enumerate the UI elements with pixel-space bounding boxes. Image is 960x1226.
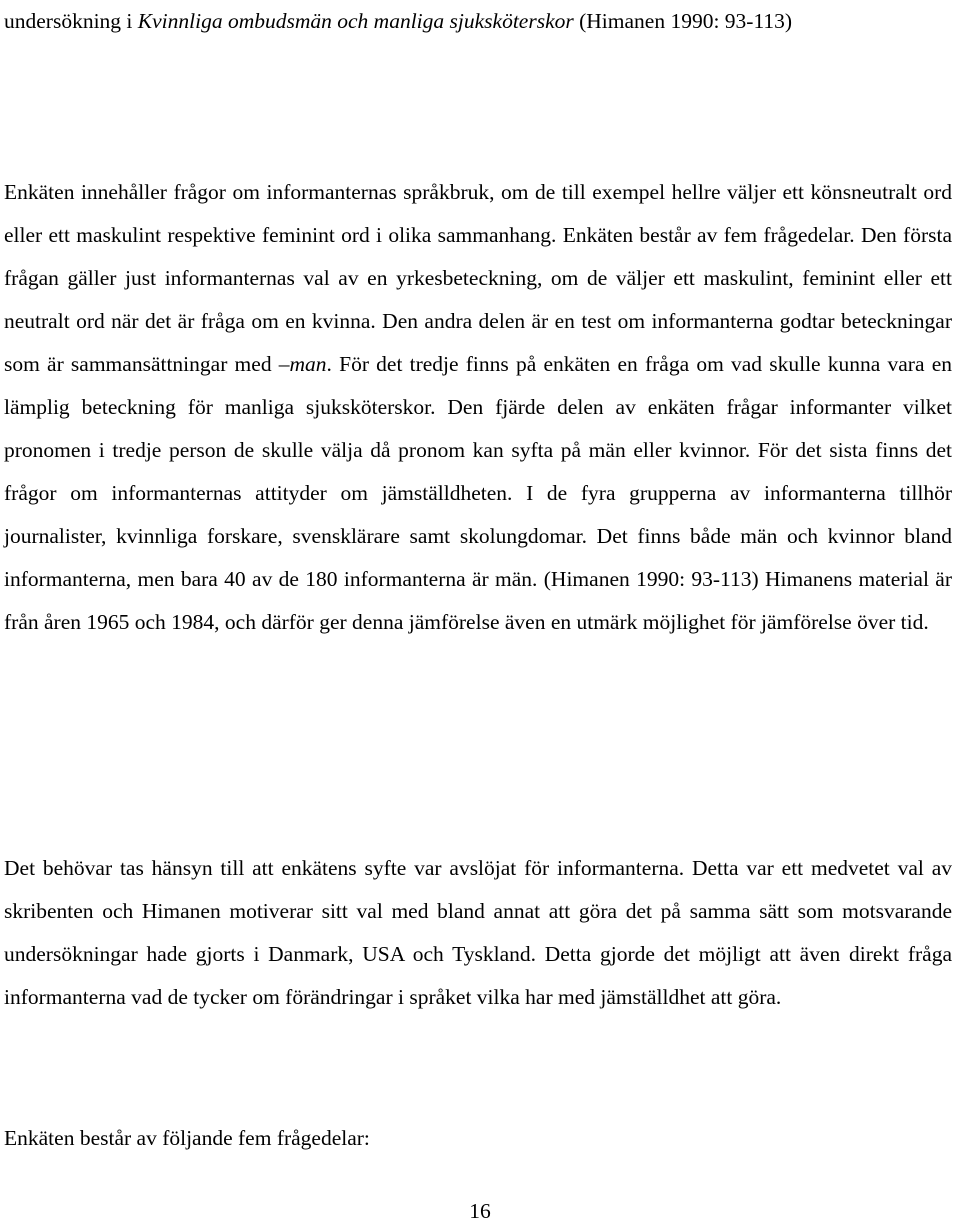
italic-term: –man [278,352,327,376]
paragraph-survey-parts-intro: Enkäten består av följande fem frågedelar: [4,1126,370,1150]
paragraph-intro-continuation [4,0,952,43]
paragraph-survey-purpose: Det behövar tas hänsyn till att enkätens syfte var avslöjat för informanterna. Detta var ett medvetet val av skribenten och Himanen motiverar sitt val med bland annat att göra det på samma sätt som motsvarande undersökningar hade gjorts i Danmark, USA och Tyskland. Detta gjorde det möjligt att även direkt fråga informanterna vad de tycker om förändringar i språket vilka har med jämställdhet att göra. [4,856,952,1009]
page-number: 16 [469,1199,491,1223]
text-segment: Enkäten innehåller frågor om informanternas språkbruk, om de till exempel hellre väljer ett könsneutralt ord eller ett maskulint respektive feminint ord i olika sammanhang. Enkäten består av fem frågedelar. Den första frågan gäller just informanternas val av en yrkesbeteckning, om de väljer ett maskulint, feminint eller ett neutralt ord när det är fråga om en kvinna. Den andra delen är en test om informanterna godtar beteckningar som är sammansättningar med [4,180,952,376]
text-segment: undersökning i [4,9,138,33]
text-segment: (Himanen 1990: 93-113) [573,9,793,33]
paragraph-survey-description [4,171,952,644]
text-segment: . För det tredje finns på enkäten en fråga om vad skulle kunna vara en lämplig beteckning för manliga sjuksköterskor. Den fjärde delen av enkäten frågar informanter vilket pronomen i tredje person de skulle välja då pronom kan syfta på män eller kvinnor. För det sista finns det frågor om informanternas attityder om jämställdheten. I de fyra grupperna av informanterna tillhör journalister, kvinnliga forskare, svensklärare samt skolungdomar. Det finns både män och kvinnor bland informanterna, men bara 40 av de 180 informanterna är män. (Himanen 1990: 93-113) Himanens material är från åren 1965 och 1984, och därför ger denna jämförelse även en utmärk möjlighet för jämförelse över tid. [4,352,952,634]
book-title: Kvinnliga ombudsmän och manliga sjuksköterskor [137,9,574,33]
